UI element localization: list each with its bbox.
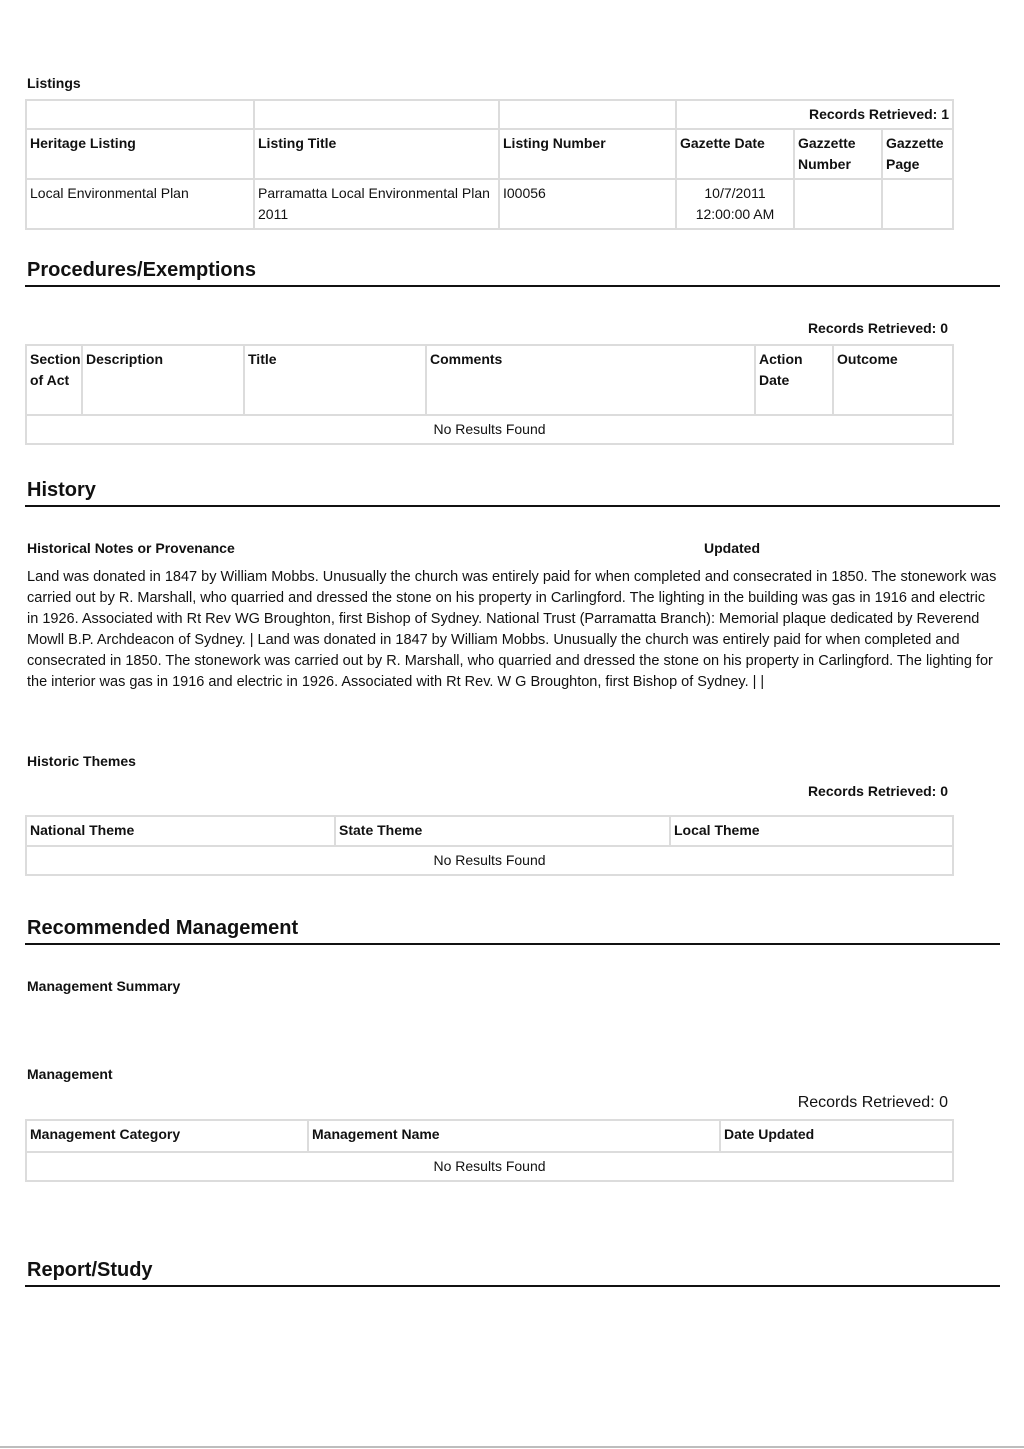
listings-records-retrieved: Records Retrieved: 1: [676, 100, 953, 129]
col-title: Title: [244, 345, 426, 415]
procedures-no-results: No Results Found: [26, 415, 953, 444]
management-label: Management: [27, 1066, 113, 1082]
col-gazette-number: Gazzette Number: [794, 129, 882, 179]
themes-no-results: No Results Found: [26, 846, 953, 875]
historic-themes-label: Historic Themes: [27, 753, 136, 769]
management-no-results: No Results Found: [26, 1152, 953, 1181]
cell-heritage-listing: Local Environmental Plan: [26, 179, 254, 229]
section-divider: [25, 1285, 1000, 1287]
col-state-theme: State Theme: [335, 816, 670, 846]
cell-gazette-page: [882, 179, 953, 229]
col-management-category: Management Category: [26, 1120, 308, 1152]
themes-table: [25, 815, 954, 876]
procedures-title: Procedures/Exemptions: [27, 259, 256, 281]
history-title: History: [27, 479, 96, 501]
management-summary-label: Management Summary: [27, 978, 181, 994]
col-national-theme: National Theme: [26, 816, 335, 846]
col-comments: Comments: [426, 345, 755, 415]
col-gazette-date: Gazette Date: [676, 129, 794, 179]
procedures-table: [25, 344, 954, 445]
procedures-records-retrieved: Records Retrieved: 0: [807, 320, 948, 336]
report-study-title: Report/Study: [27, 1259, 153, 1281]
listings-heading: Listings: [27, 75, 81, 91]
management-table: [25, 1119, 954, 1182]
themes-records-retrieved: Records Retrieved: 0: [807, 783, 948, 799]
col-description: Description: [82, 345, 244, 415]
management-records-retrieved: Records Retrieved: 0: [797, 1094, 948, 1111]
col-heritage-listing: Heritage Listing: [26, 129, 254, 179]
listings-table: [25, 99, 954, 230]
management-title: Recommended Management: [27, 917, 299, 939]
col-listing-number: Listing Number: [499, 129, 676, 179]
col-action-date: Action Date: [755, 345, 833, 415]
col-date-updated: Date Updated: [720, 1120, 953, 1152]
page-bottom-edge: [0, 1446, 1024, 1448]
listings-spacer-cell: [254, 100, 499, 129]
col-section-of-act: Section of Act: [26, 345, 82, 415]
table-row: [26, 179, 953, 229]
col-management-name: Management Name: [308, 1120, 720, 1152]
cell-listing-number: I00056: [499, 179, 676, 229]
col-outcome: Outcome: [833, 345, 953, 415]
updated-label: Updated: [704, 540, 760, 556]
listings-spacer-cell: [26, 100, 254, 129]
section-divider: [25, 943, 1000, 945]
section-divider: [25, 505, 1000, 507]
historical-notes-text: Land was donated in 1847 by William Mobbs. Unusually the church was entirely paid for when completed and consecrated in 1850. The stonework was carried out by R. Marshall, who quarried and dressed the stone on his property in Carlingford. The lighting in the building was gas in 1916 and electric in 1926. Associated with Rt Rev WG Broughton, first Bishop of Sydney. National Trust (Parramatta Branch): Memorial plaque dedicated by Reverend Mowll B.P. Archdeacon of Sydney. | Land was donated in 1847 by William Mobbs. Unusually the church was entirely paid for when completed and consecrated in 1850. The stonework was carried out by R. Marshall, who quarried and dressed the stone on his property in Carlingford. The lighting for the interior was gas in 1916 and electric in 1926. Associated with Rt Rev. W G Broughton, first Bishop of Sydney. | |: [27, 569, 997, 690]
col-gazette-page: Gazzette Page: [882, 129, 953, 179]
historical-notes-label: Historical Notes or Provenance: [27, 540, 235, 556]
cell-listing-title: Parramatta Local Environmental Plan 2011: [254, 179, 499, 229]
col-local-theme: Local Theme: [670, 816, 953, 846]
listings-spacer-cell: [499, 100, 676, 129]
col-listing-title: Listing Title: [254, 129, 499, 179]
cell-gazette-number: [794, 179, 882, 229]
section-divider: [25, 285, 1000, 287]
cell-gazette-date: 10/7/2011 12:00:00 AM: [676, 179, 794, 229]
